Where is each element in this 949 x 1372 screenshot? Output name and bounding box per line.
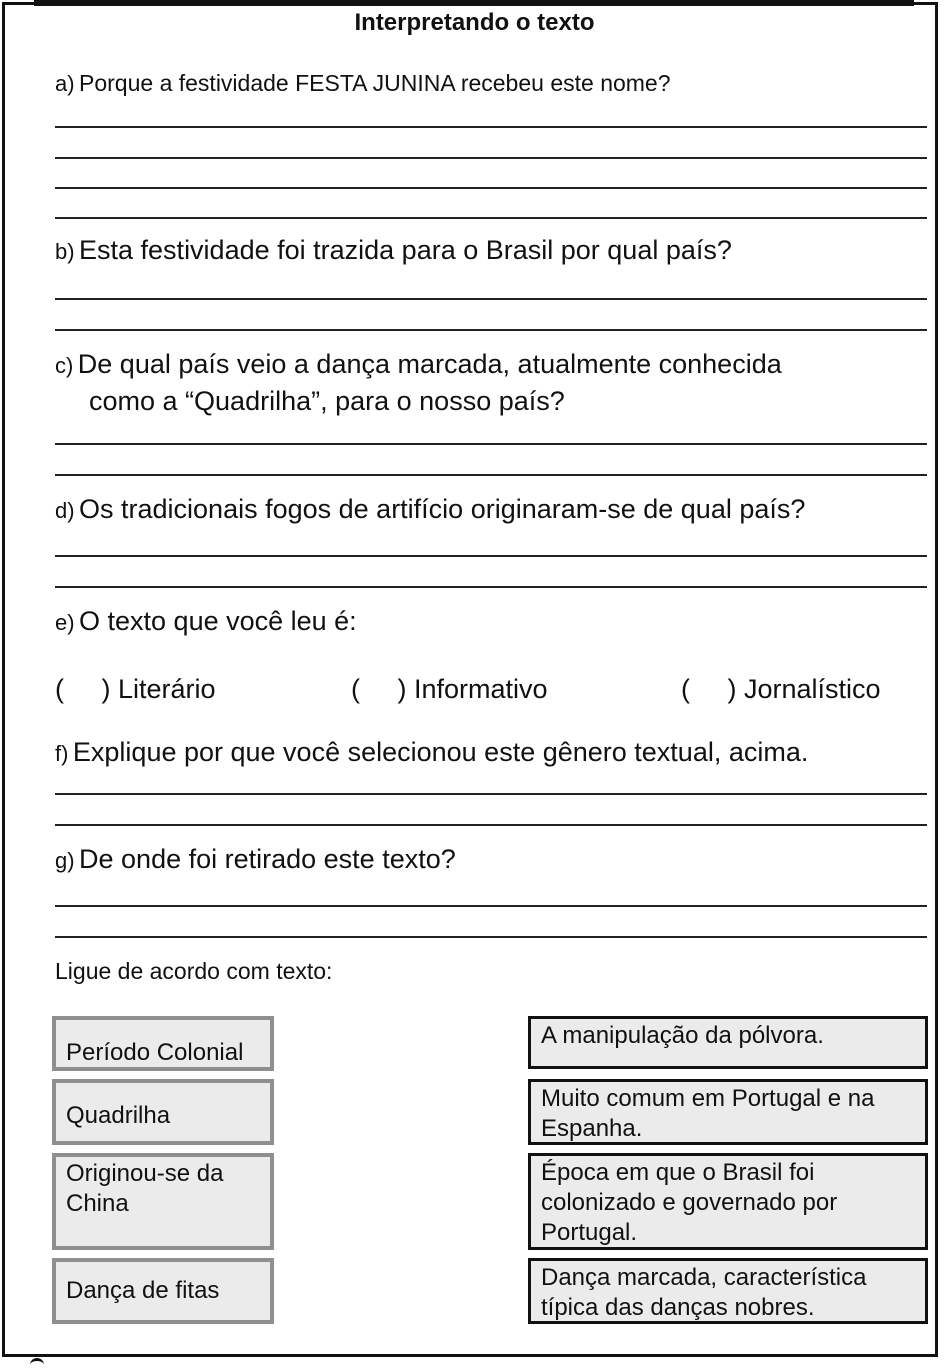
- answer-line[interactable]: [55, 126, 927, 128]
- right-box-polvora[interactable]: A manipulação da pólvora.: [528, 1016, 928, 1069]
- question-text: Explique por que você selecionou este gênero textual, acima.: [72, 737, 809, 767]
- answer-line[interactable]: [55, 298, 927, 300]
- answer-line[interactable]: [55, 329, 927, 331]
- left-box-danca-de-fitas[interactable]: Dança de fitas: [52, 1258, 274, 1324]
- question-a: [55, 70, 927, 97]
- page-number-fragment: [30, 1358, 44, 1372]
- question-text-line2: como a “Quadrilha”, para o nosso país?: [89, 386, 565, 416]
- answer-line[interactable]: [55, 586, 927, 588]
- question-letter: a): [55, 71, 75, 96]
- answer-line[interactable]: [55, 555, 927, 557]
- right-box-epoca-colonial[interactable]: Época em que o Brasil foi colonizado e governado por Portugal.: [528, 1153, 928, 1250]
- left-box-originou-se[interactable]: Originou-se da China: [52, 1153, 274, 1250]
- question-d: [55, 494, 927, 525]
- answer-line[interactable]: [55, 187, 927, 189]
- answer-line[interactable]: [55, 474, 927, 476]
- question-letter: b): [55, 239, 75, 264]
- left-box-quadrilha[interactable]: Quadrilha: [52, 1079, 274, 1145]
- question-e: [55, 606, 927, 637]
- question-f: [55, 737, 927, 768]
- left-box-periodo-colonial[interactable]: Período Colonial: [52, 1016, 274, 1071]
- page-title: Interpretando o texto: [354, 9, 595, 36]
- question-text-line1: De qual país veio a dança marcada, atualmente conhecida: [77, 349, 782, 379]
- answer-line[interactable]: [55, 824, 927, 826]
- answer-line[interactable]: [55, 905, 927, 907]
- question-c: [55, 348, 927, 417]
- question-b: [55, 235, 927, 266]
- right-box-portugal-espanha[interactable]: Muito comum em Portugal e na Espanha.: [528, 1079, 928, 1145]
- question-text: Esta festividade foi trazida para o Brasil por qual país?: [79, 235, 732, 265]
- question-text: De onde foi retirado este texto?: [79, 844, 456, 874]
- question-text: Porque a festividade FESTA JUNINA recebeu este nome?: [79, 70, 671, 96]
- right-box-danca-marcada[interactable]: Dança marcada, característica típica das danças nobres.: [528, 1258, 928, 1324]
- question-text: O texto que você leu é:: [79, 606, 357, 636]
- option-informativo[interactable]: ( ) Informativo: [351, 674, 548, 704]
- question-letter: e): [55, 610, 75, 635]
- answer-line[interactable]: [55, 793, 927, 795]
- question-letter: f): [55, 741, 69, 766]
- answer-line[interactable]: [55, 157, 927, 159]
- matching-instruction: Ligue de acordo com texto:: [55, 958, 333, 984]
- question-letter: d): [55, 498, 75, 523]
- option-literario[interactable]: ( ) Literário: [55, 674, 216, 704]
- question-letter: c): [55, 353, 74, 378]
- answer-line[interactable]: [55, 936, 927, 938]
- option-jornalistico[interactable]: ( ) Jornalístico: [681, 674, 881, 704]
- question-g: [55, 844, 927, 875]
- question-text: Os tradicionais fogos de artifício originaram-se de qual país?: [79, 494, 806, 524]
- answer-line[interactable]: [55, 443, 927, 445]
- answer-line[interactable]: [55, 217, 927, 219]
- question-letter: g): [55, 848, 75, 873]
